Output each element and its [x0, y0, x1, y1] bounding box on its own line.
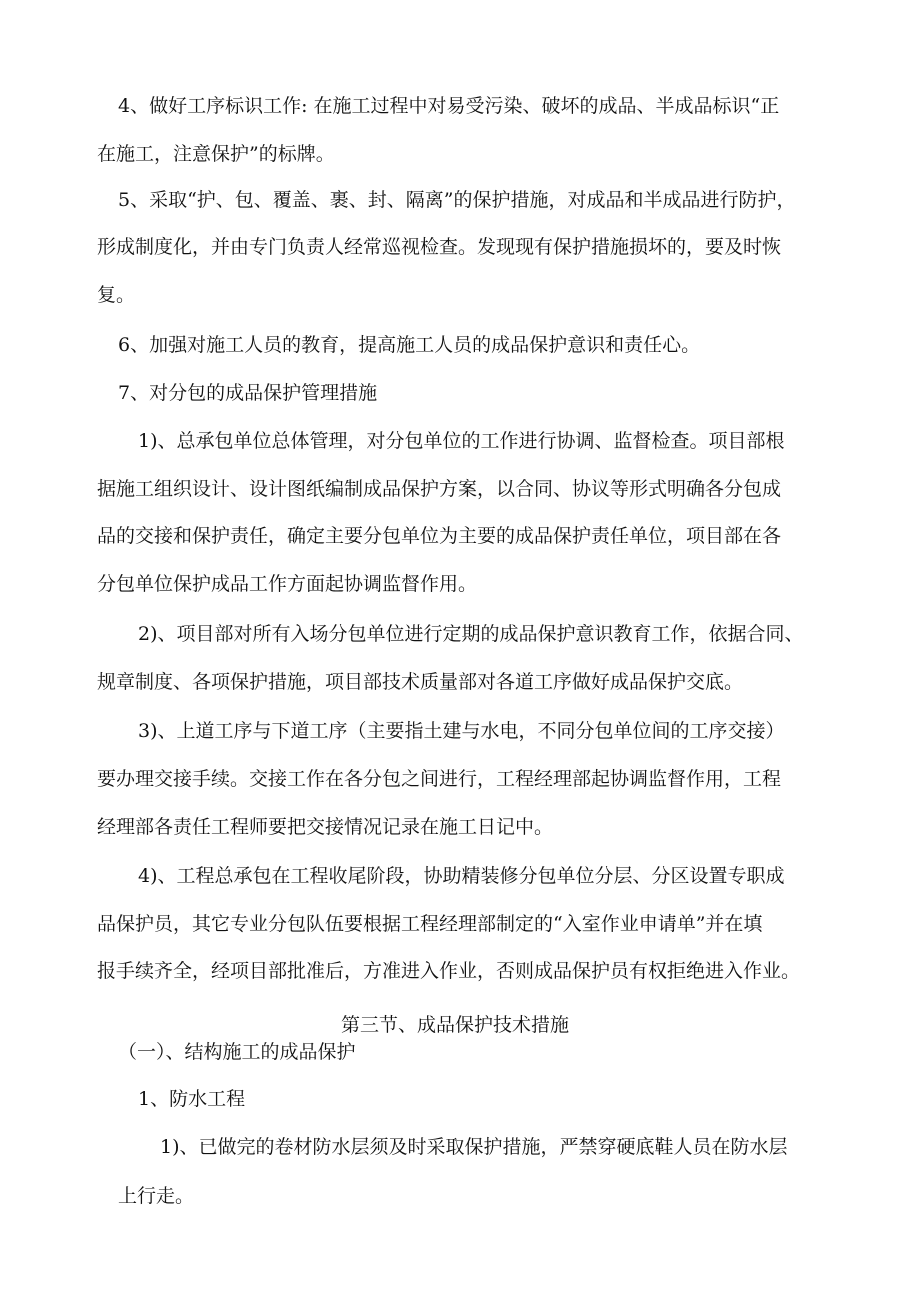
text-line: 要办理交接手续。交接工作在各分包之间进行，工程经理部起协调监督作用，工程	[97, 768, 782, 790]
text-line: 经理部各责任工程师要把交接情况记录在施工日记中。	[97, 816, 554, 838]
text-line: 报手续齐全，经项目部批准后，方准进入作业，否则成品保护员有权拒绝进入作业。	[97, 960, 801, 982]
section-heading: 第三节、成品保护技术措施	[341, 1014, 570, 1036]
text-line: 2)、项目部对所有入场分包单位进行定期的成品保护意识教育工作，依据合同、	[138, 623, 804, 645]
text-line: 1)、总承包单位总体管理，对分包单位的工作进行协调、监督检查。项目部根	[138, 430, 785, 452]
text-line: 6、加强对施工人员的教育，提高施工人员的成品保护意识和责任心。	[118, 334, 701, 356]
text-line: 复。	[97, 284, 136, 306]
text-line: 品保护员，其它专业分包队伍要根据工程经理部制定的“入室作业申请单”并在填	[97, 913, 763, 935]
text-line: 4)、工程总承包在工程收尾阶段，协助精装修分包单位分层、分区设置专职成	[138, 865, 785, 887]
text-line: 品的交接和保护责任，确定主要分包单位为主要的成品保护责任单位，项目部在各	[97, 525, 782, 547]
text-line: 在施工，注意保护”的标牌。	[97, 143, 335, 165]
text-line: 1)、已做完的卷材防水层须及时采取保护措施，严禁穿硬底鞋人员在防水层	[160, 1136, 788, 1158]
text-line: 4、做好工序标识工作: 在施工过程中对易受污染、破坏的成品、半成品标识“正	[118, 95, 780, 117]
text-line: 分包单位保护成品工作方面起协调监督作用。	[97, 573, 478, 595]
text-line: 据施工组织设计、设计图纸编制成品保护方案，以合同、协议等形式明确各分包成	[97, 478, 782, 500]
text-line: 3)、上道工序与下道工序（主要指土建与水电，不同分包单位间的工序交接）	[138, 720, 785, 742]
item-heading: 1、防水工程	[138, 1088, 246, 1110]
text-line: 5、采取“护、包、覆盖、裹、封、隔离”的保护措施，对成品和半成品进行防护，	[118, 189, 796, 211]
text-line: 形成制度化，并由专门负责人经常巡视检查。发现现有保护措施损坏的，要及时恢	[97, 236, 782, 258]
text-line: 上行走。	[118, 1185, 195, 1207]
subsection-heading: （一）、结构施工的成品保护	[118, 1041, 356, 1063]
text-line: 7、对分包的成品保护管理措施	[118, 382, 378, 404]
text-line: 规章制度、各项保护措施，项目部技术质量部对各道工序做好成品保护交底。	[97, 671, 744, 693]
